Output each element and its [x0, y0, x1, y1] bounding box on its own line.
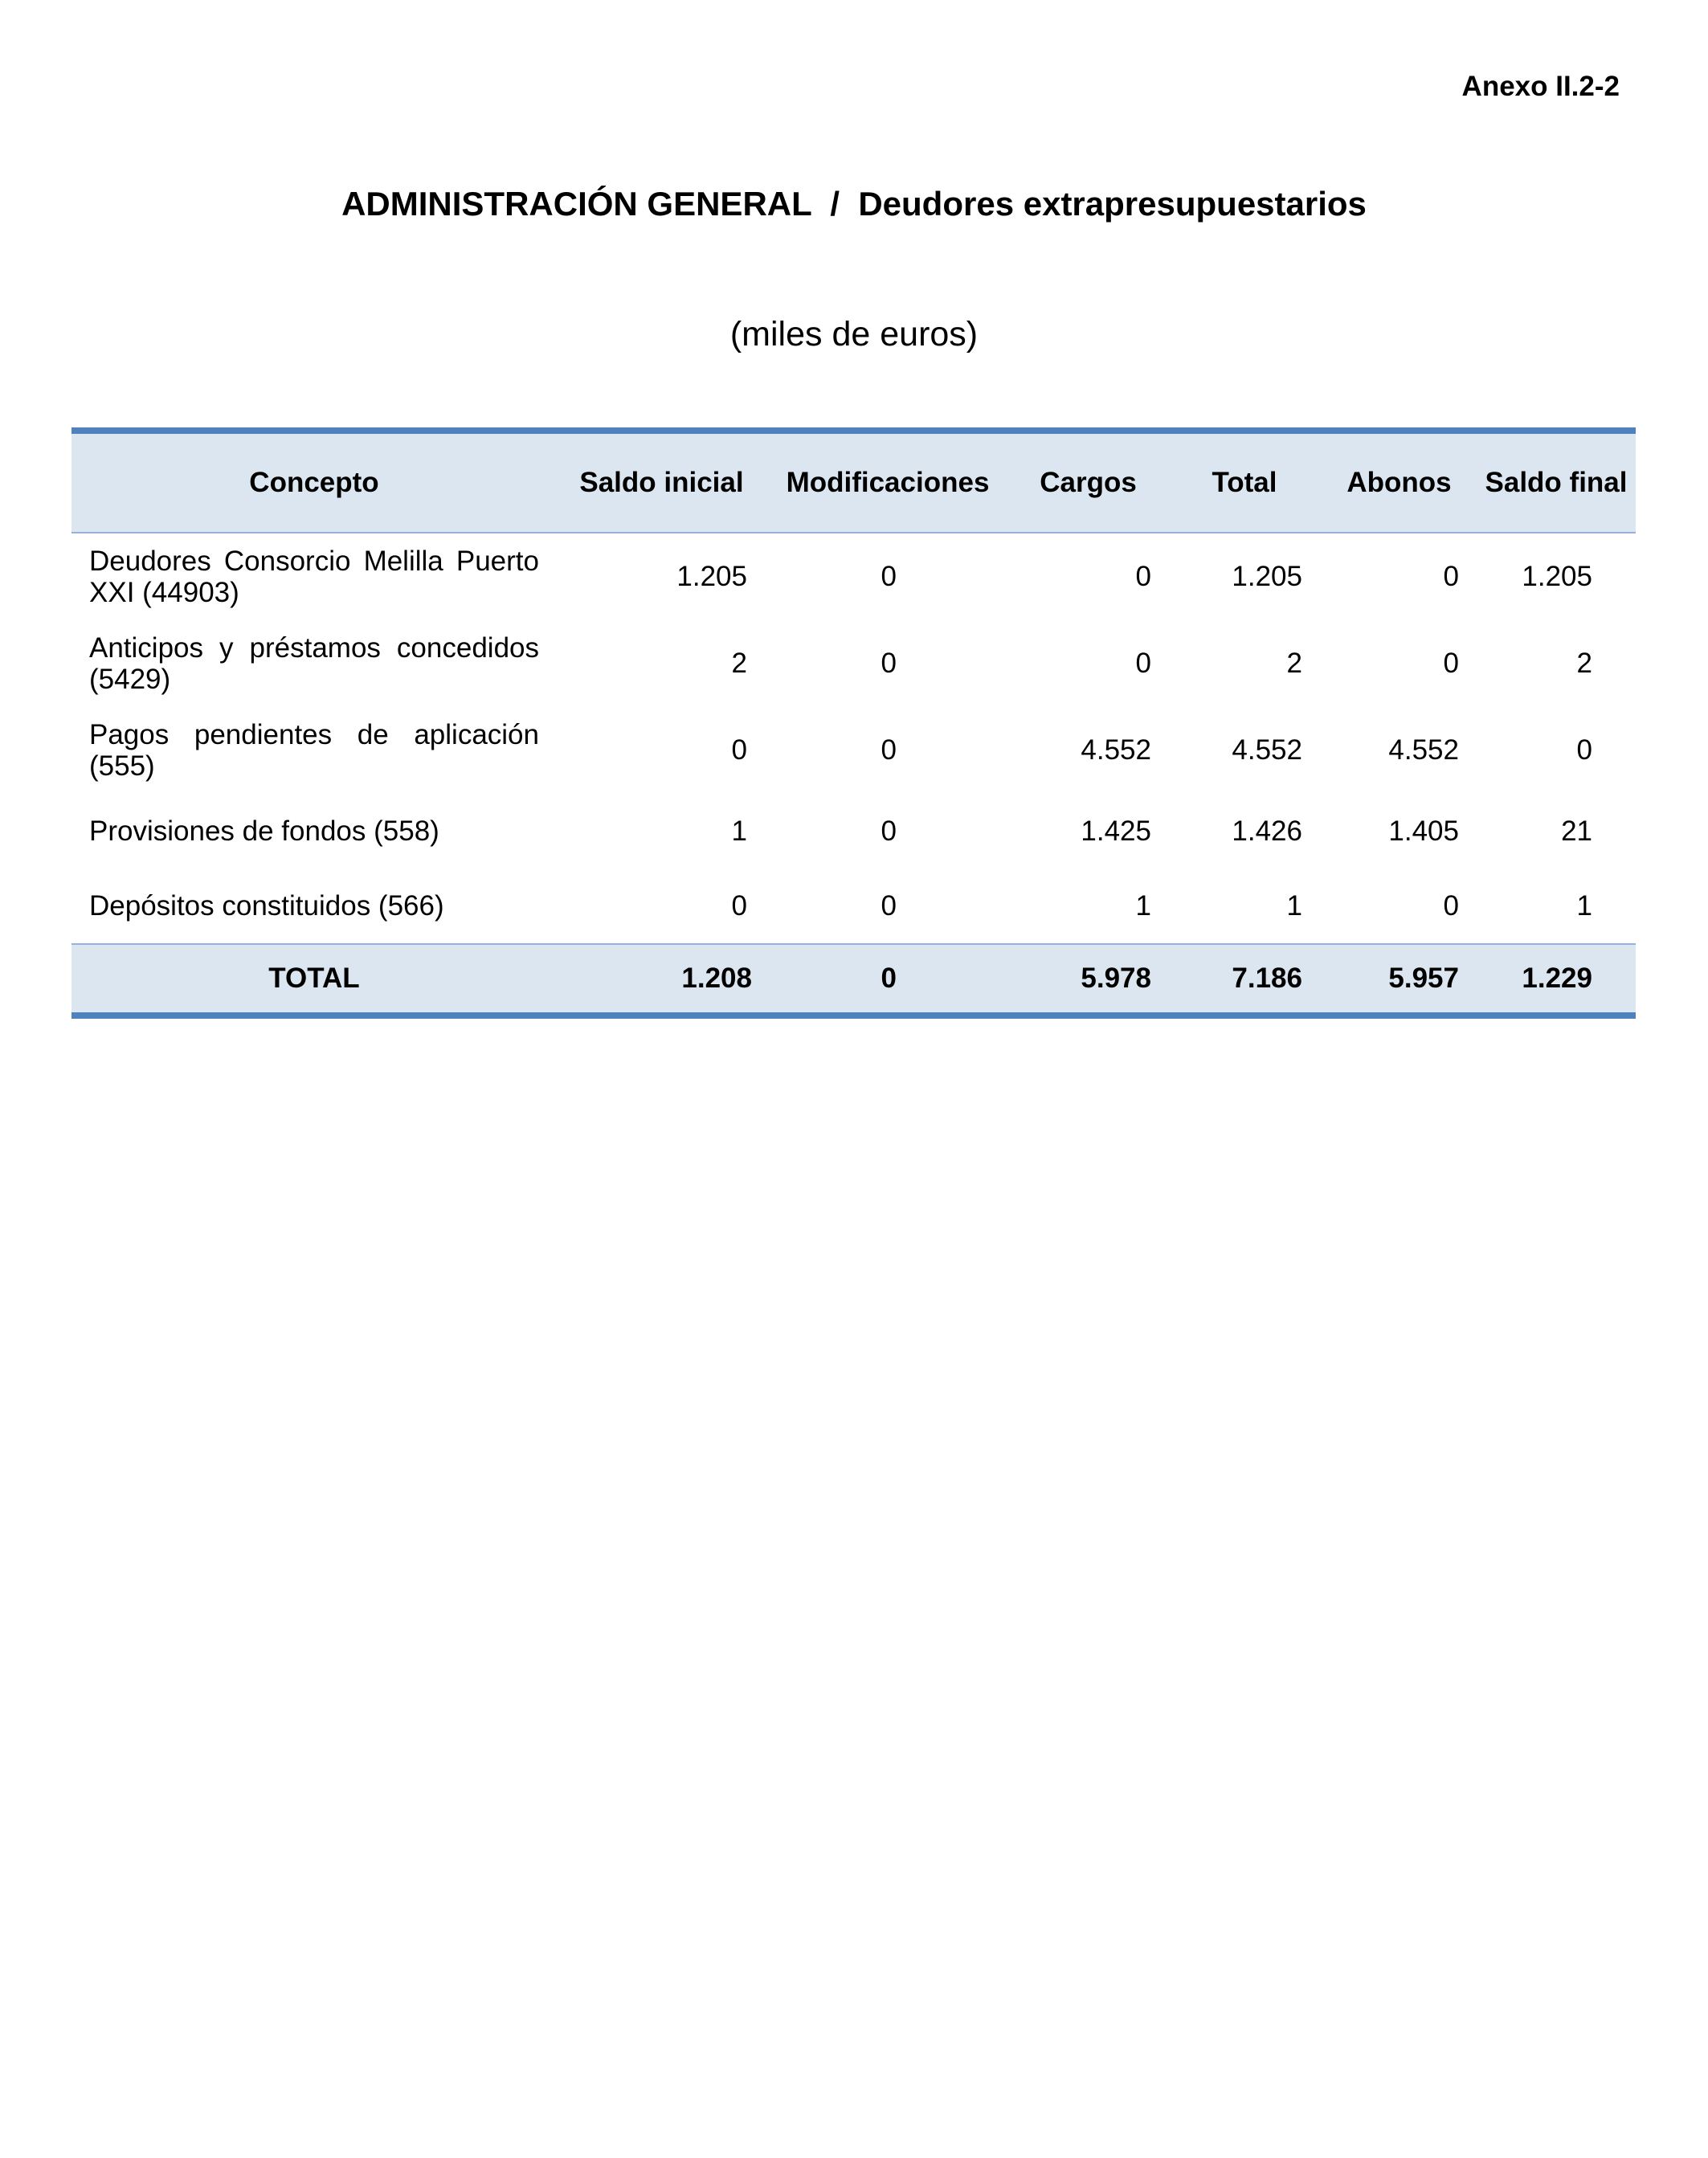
total-cargos: 5.978: [1081, 963, 1151, 994]
total-saldo-final: 1.229: [1522, 963, 1592, 994]
total-saldo-inicial: 1.208: [681, 963, 752, 994]
table-row: [72, 869, 1636, 944]
cell-saldo-final: 1.205: [1522, 561, 1592, 592]
table-row: [72, 794, 1636, 869]
annex-number: Anexo II.2-2: [1461, 71, 1620, 102]
cell-saldo-final: 1: [1576, 889, 1592, 922]
cell-concepto: Pagos pendientes de aplicación (555): [89, 719, 539, 782]
cell-saldo-final: 2: [1576, 648, 1592, 679]
cell-concepto: Provisiones de fondos (558): [89, 815, 439, 847]
page-title: ADMINISTRACIÓN GENERAL / Deudores extrapresupuestarios: [341, 185, 1367, 223]
cell-cargos: 0: [1135, 648, 1151, 679]
total-total: 7.186: [1232, 963, 1302, 994]
cell-abonos: 0: [1443, 648, 1459, 679]
cell-modificaciones: 0: [881, 889, 897, 922]
cell-saldo-inicial: 0: [731, 734, 747, 766]
cell-cargos: 0: [1135, 561, 1151, 592]
cell-modificaciones: 0: [881, 561, 897, 592]
cell-saldo-final: 21: [1561, 815, 1592, 847]
column-header-saldo-final: Saldo final: [1485, 467, 1628, 498]
column-header-total: Total: [1212, 467, 1277, 498]
total-abonos: 5.957: [1388, 963, 1459, 994]
cell-modificaciones: 0: [881, 815, 897, 847]
cell-cargos: 4.552: [1081, 734, 1151, 766]
cell-abonos: 0: [1443, 889, 1459, 922]
cell-total: 1.205: [1232, 561, 1302, 592]
cell-abonos: 1.405: [1388, 815, 1459, 847]
table-row: [72, 620, 1636, 707]
column-header-modificaciones: Modificaciones: [786, 467, 990, 498]
column-header-abonos: Abonos: [1346, 467, 1452, 498]
column-header-concepto: Concepto: [249, 467, 379, 498]
cell-concepto: Anticipos y préstamos concedidos (5429): [89, 632, 539, 695]
cell-cargos: 1: [1135, 889, 1151, 922]
cell-saldo-inicial: 1.205: [676, 561, 747, 592]
cell-cargos: 1.425: [1081, 815, 1151, 847]
cell-saldo-inicial: 2: [731, 648, 747, 679]
cell-concepto: Depósitos constituidos (566): [89, 890, 444, 922]
cell-concepto: Deudores Consorcio Melilla Puerto XXI (44903): [89, 546, 539, 608]
cell-saldo-inicial: 0: [731, 889, 747, 922]
cell-saldo-final: 0: [1576, 734, 1592, 766]
cell-total: 4.552: [1232, 734, 1302, 766]
cell-abonos: 4.552: [1388, 734, 1459, 766]
table-row: [72, 707, 1636, 794]
total-label: TOTAL: [268, 963, 360, 994]
table-header-row: [72, 431, 1636, 533]
cell-abonos: 0: [1443, 561, 1459, 592]
cell-total: 1.426: [1232, 815, 1302, 847]
units-subtitle: (miles de euros): [729, 315, 979, 354]
cell-saldo-inicial: 1: [731, 815, 747, 847]
table-total-row: [72, 944, 1636, 1016]
cell-modificaciones: 0: [881, 734, 897, 766]
table-row: [72, 533, 1636, 620]
debtors-table: [72, 427, 1636, 1019]
cell-modificaciones: 0: [881, 648, 897, 679]
total-modificaciones: 0: [881, 963, 897, 994]
column-header-cargos: Cargos: [1040, 467, 1137, 498]
cell-total: 2: [1286, 648, 1302, 679]
column-header-saldo-inicial: Saldo inicial: [579, 467, 744, 498]
cell-total: 1: [1286, 889, 1302, 922]
